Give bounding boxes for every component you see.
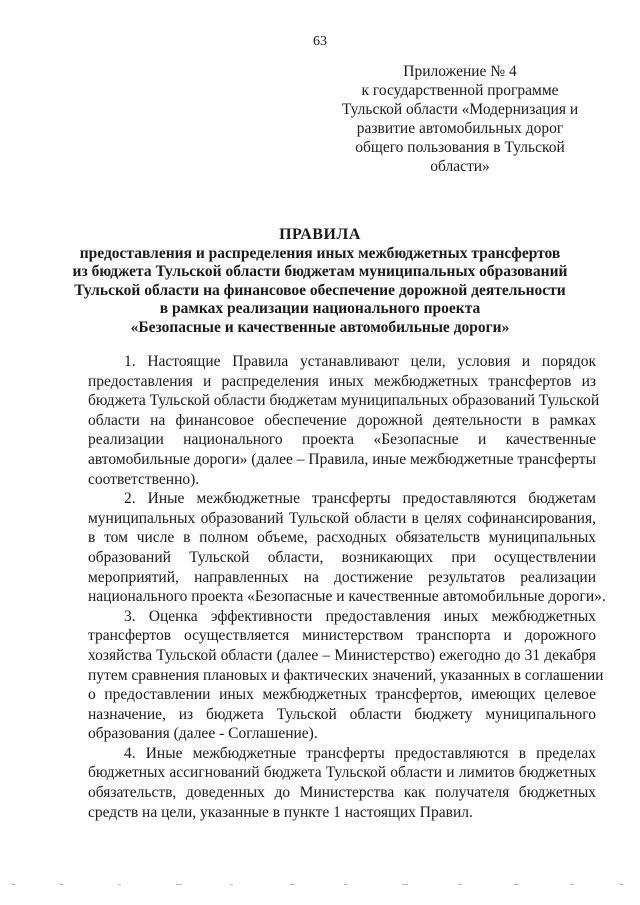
appendix-line: развитие автомобильных дорог — [356, 120, 564, 137]
text-line: соответственно). — [88, 470, 200, 488]
text-line: области на финансовое обеспечение дорожной деятельности в рамках — [88, 411, 596, 429]
text-line: 2. Иные межбюджетные трансферты предоставляются бюджетам — [124, 490, 596, 508]
appendix-line: Тульской области «Модернизация и — [341, 101, 579, 118]
appendix-line: области» — [430, 158, 490, 175]
title-subtitle-line: из бюджета Тульской области бюджетам муниципальных образований — [72, 263, 568, 280]
text-line: национального проекта «Безопасные и качественные автомобильные дороги». — [88, 588, 606, 606]
text-line: мероприятий, направленных на достижение результатов реализации — [88, 568, 596, 586]
text-line: бюджета Тульской области бюджетам муниципальных образований Тульской — [88, 392, 600, 410]
text-line: образования (далее - Соглашение). — [88, 725, 318, 743]
text-line: образований Тульской области, возникающих при осуществлении — [88, 548, 596, 566]
text-line: назначение, из бюджета Тульской области бюджету муниципального — [88, 705, 596, 723]
text-line: 3. Оценка эффективности предоставления иных межбюджетных — [124, 607, 596, 625]
text-line: 4. Иные межбюджетные трансферты предоставляются в пределах — [124, 744, 596, 762]
paragraph-2 — [88, 489, 606, 607]
paragraph-4 — [88, 744, 596, 822]
appendix-line: общего пользования в Тульской — [355, 139, 565, 156]
text-line: предоставления и распределения иных межбюджетных трансфертов из — [88, 372, 596, 390]
text-line: бюджетных ассигнований бюджета Тульской области и лимитов бюджетных — [88, 764, 596, 782]
text-line: автомобильные дороги» (далее – Правила, иные межбюджетные трансферты — [88, 450, 596, 468]
title-subtitle-line: «Безопасные и качественные автомобильные дороги» — [130, 318, 510, 336]
title-subtitle-line: в рамках реализации национального проекта — [159, 300, 481, 317]
scan-noise-strip — [0, 884, 640, 890]
text-line: трансфертов осуществляется министерством транспорта и дорожного — [88, 627, 596, 645]
paragraph-3 — [88, 607, 604, 744]
document-title — [0, 226, 640, 337]
appendix-header — [330, 62, 590, 176]
title-main: ПРАВИЛА — [279, 226, 361, 243]
text-line: обязательств, доведенных до Министерства как получателя бюджетных — [88, 784, 596, 802]
title-subtitle-line: предоставления и распределения иных межбюджетных трансфертов — [79, 244, 561, 262]
document-body — [88, 352, 606, 822]
text-line: о предоставлении иных межбюджетных трансфертов, имеющих целевое — [88, 686, 596, 704]
title-subtitle-line: Тульской области на финансовое обеспечение дорожной деятельности — [74, 281, 566, 299]
appendix-line: Приложение № 4 — [403, 63, 517, 80]
text-line: средств на цели, указанные в пункте 1 настоящих Правил. — [88, 803, 473, 821]
text-line: реализации национального проекта «Безопасные и качественные — [88, 431, 596, 449]
text-line: в том числе в полном объеме, расходных обязательств муниципальных — [88, 529, 596, 547]
text-line: хозяйства Тульской области (далее – Министерство) ежегодно до 31 декабря — [88, 646, 596, 664]
text-line: 1. Настоящие Правила устанавливают цели, условия и порядок — [124, 353, 596, 370]
appendix-line: к государственной программе — [361, 82, 559, 99]
page-number: 63 — [313, 34, 327, 49]
paragraph-1 — [88, 352, 600, 489]
text-line: путем сравнения плановых и фактических значений, указанных в соглашении — [88, 666, 604, 684]
text-line: муниципальных образований Тульской области в целях софинансирования, — [88, 509, 596, 527]
